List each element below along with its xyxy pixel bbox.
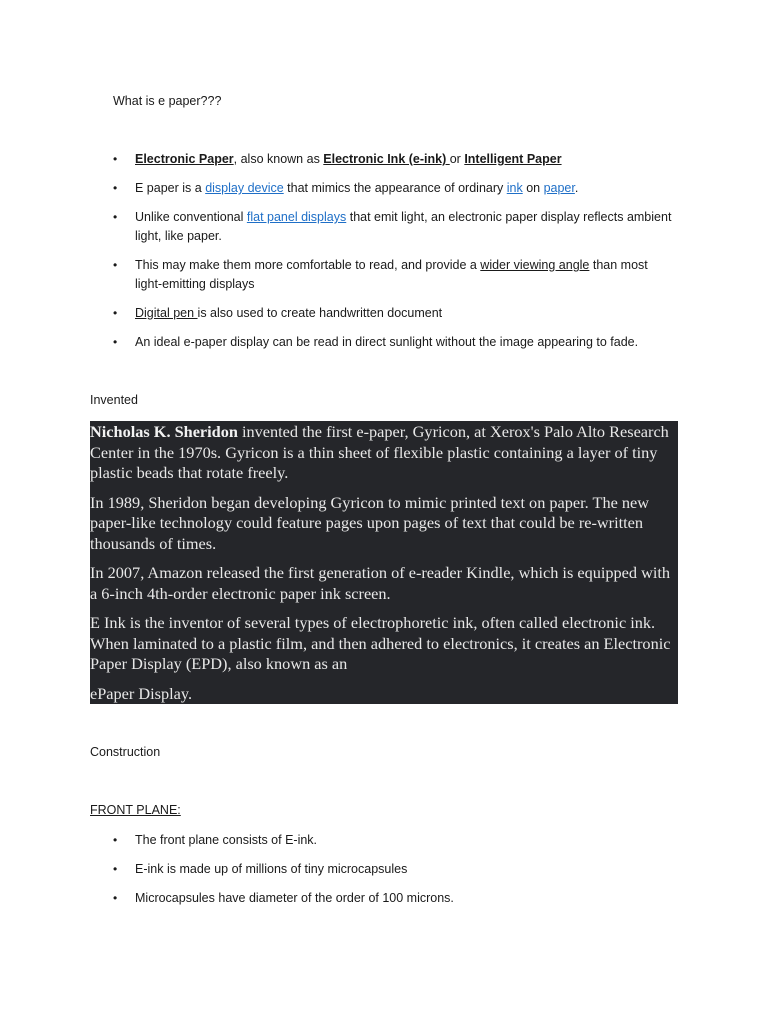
paper-link[interactable]: paper — [543, 181, 575, 195]
display-device-link[interactable]: display device — [205, 181, 284, 195]
bullet-text: The front plane consists of E-ink. — [135, 833, 318, 847]
bullet-text: on — [522, 181, 544, 195]
bullet-icon: • — [113, 152, 118, 166]
history-paragraph — [90, 422, 678, 484]
bullet-text: , also known as — [233, 152, 324, 166]
bullet-icon: • — [113, 306, 118, 320]
list-item — [113, 179, 673, 198]
bullet-text: This may make them more comfortable to read, and provide a — [135, 258, 481, 272]
bullet-text: Microcapsules have diameter of the order of 100 microns. — [135, 891, 454, 905]
bullet-text: is also used to create handwritten document — [197, 306, 443, 320]
front-plane-bullet-list — [113, 831, 673, 908]
bullet-text: An ideal e-paper display can be read in direct sunlight without the image appearing to fade. — [135, 335, 639, 349]
list-item — [113, 860, 673, 879]
term-electronic-ink: Electronic Ink (e-ink) — [323, 152, 450, 166]
term-digital-pen: Digital pen — [135, 306, 198, 320]
bullet-text: E paper is a — [135, 181, 206, 195]
bullet-icon: • — [113, 335, 118, 349]
intro-bullet-list — [113, 150, 673, 352]
list-item — [113, 256, 673, 294]
list-item — [113, 831, 673, 850]
page-title: What is e paper??? — [113, 94, 222, 108]
flat-panel-displays-link[interactable]: flat panel displays — [246, 210, 347, 224]
invented-heading: Invented — [90, 393, 138, 407]
bullet-text: that emit light, an electronic paper display reflects ambient light, like paper. — [135, 210, 672, 243]
bullet-text: Unlike conventional — [135, 210, 247, 224]
term-wider-viewing-angle: wider viewing angle — [480, 258, 590, 272]
history-paragraph: ePaper Display. — [90, 683, 193, 703]
inventor-name: Nicholas K. Sheridon — [90, 422, 238, 441]
bullet-icon: • — [113, 833, 118, 847]
list-item — [113, 150, 673, 169]
history-block — [90, 421, 678, 704]
bullet-text: . — [574, 181, 579, 195]
list-item — [113, 333, 673, 352]
ink-link[interactable]: ink — [506, 181, 523, 195]
list-item — [113, 889, 673, 908]
front-plane-heading: FRONT PLANE: — [90, 803, 181, 817]
bullet-icon: • — [113, 862, 118, 876]
bullet-text: E-ink is made up of millions of tiny microcapsules — [135, 862, 408, 876]
bullet-icon: • — [113, 210, 118, 224]
bullet-text: or — [449, 152, 465, 166]
term-intelligent-paper: Intelligent Paper — [464, 152, 562, 166]
history-paragraph: E Ink is the inventor of several types of electrophoretic ink, often called electronic ink. When laminated to a plastic film, and then adhered to electronics, it creates an Electronic Paper Display (EPD), also known as an — [90, 613, 671, 673]
bullet-text: that mimics the appearance of ordinary — [283, 181, 507, 195]
history-paragraph: In 1989, Sheridon began developing Gyricon to mimic printed text on paper. The new paper-like technology could feature pages upon pages of text that could be re-written thousands of times. — [90, 492, 650, 553]
bullet-icon: • — [113, 891, 118, 905]
history-paragraph: In 2007, Amazon released the first generation of e-reader Kindle, which is equipped with a 6-inch 4th-order electronic paper ink screen. — [90, 563, 671, 603]
term-electronic-paper: Electronic Paper — [135, 152, 234, 166]
bullet-text: than most light-emitting displays — [135, 258, 648, 291]
bullet-icon: • — [113, 258, 118, 272]
history-text: invented the first e-paper, Gyricon, at Xerox's Palo Alto Research Center in the 1970s. Gyricon is a thin sheet of flexible plastic containing a layer of tiny plastic beads that rotate freely. — [90, 422, 669, 482]
bullet-icon: • — [113, 181, 118, 195]
list-item — [113, 208, 673, 246]
construction-heading: Construction — [90, 745, 161, 759]
list-item — [113, 304, 673, 323]
